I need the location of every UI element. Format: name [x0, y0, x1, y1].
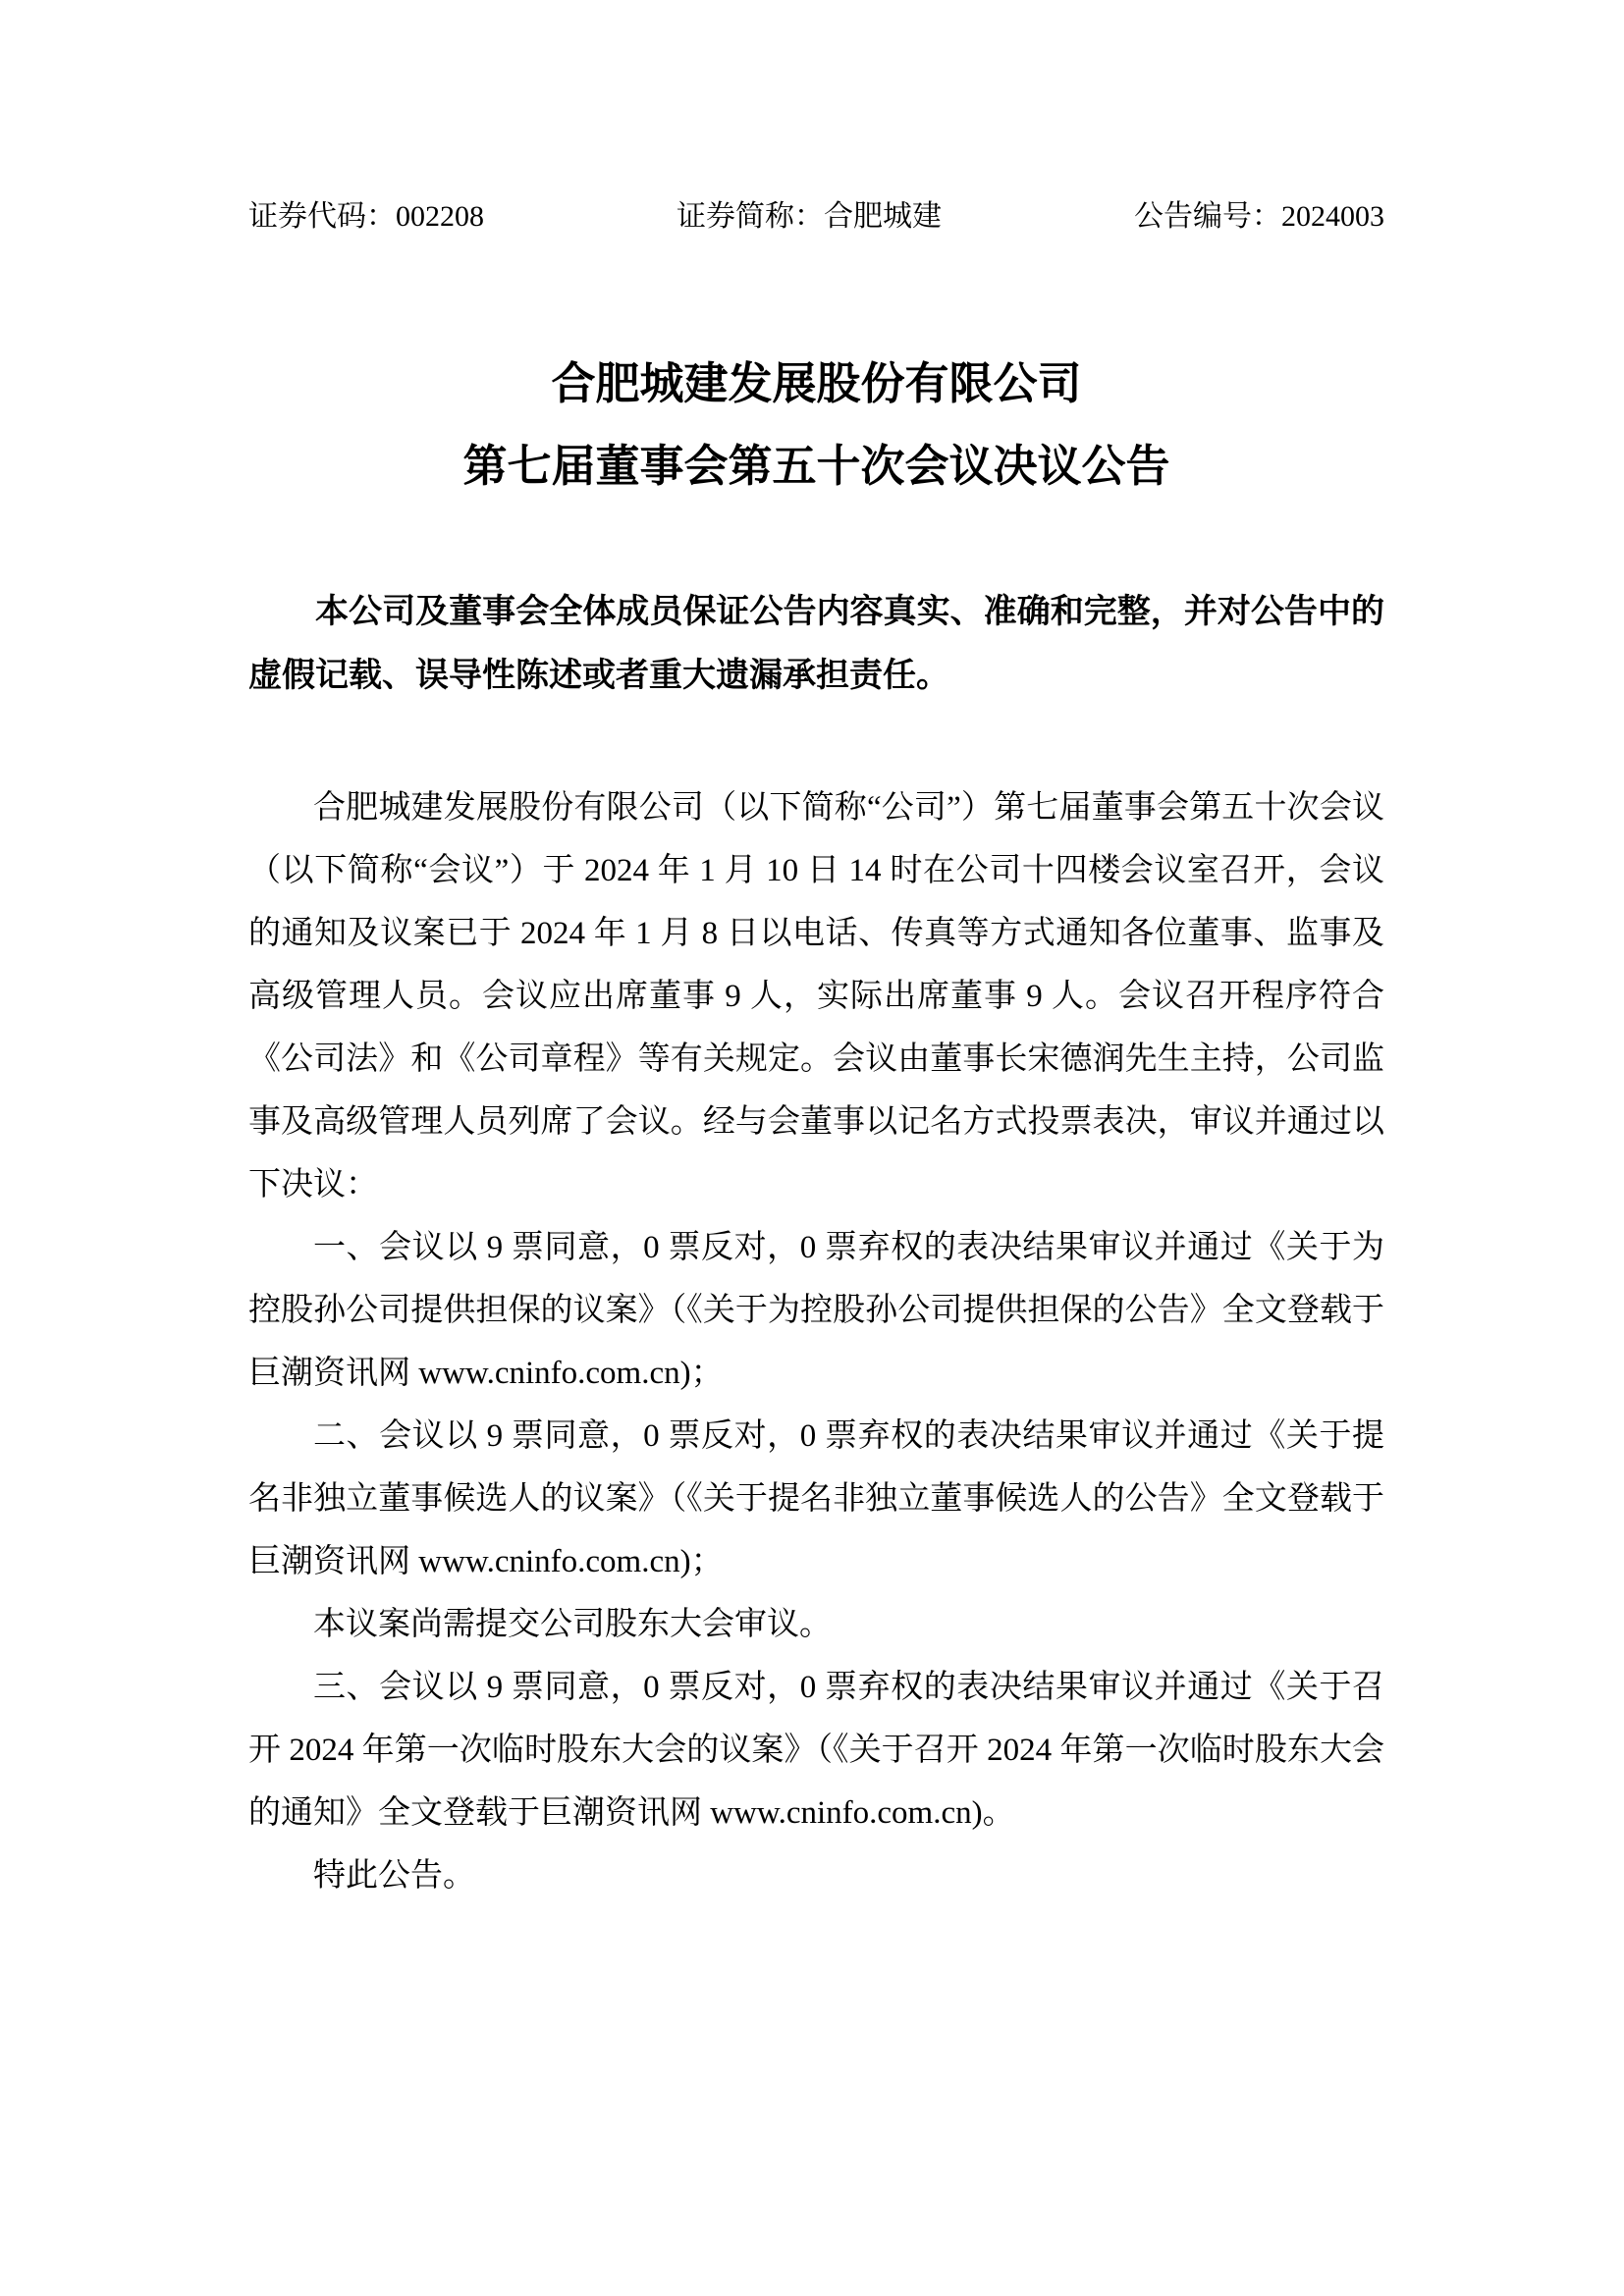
body-paragraph-resolution-3: 三、会议以 9 票同意，0 票反对，0 票弃权的表决结果审议并通过《关于召开 2024 年第一次临时股东大会的议案》（《关于召开 2024 年第一次临时股东大会的通知》全文登载于巨潮资讯网 www.cninfo.com.cn)。: [248, 1670, 1384, 1831]
company-name-title: 合肥城建发展股份有限公司: [551, 359, 1082, 408]
truthfulness-statement: 本公司及董事会全体成员保证公告内容真实、准确和完整，并对公告中的虚假记载、误导性陈述或者重大遗漏承担责任。: [248, 594, 1384, 694]
closing-paragraph: 特此公告。: [313, 1858, 475, 1894]
stock-code-label: 证券代码：002208: [248, 200, 484, 233]
announcement-number-label: 公告编号：2024003: [1134, 200, 1384, 233]
meeting-resolution-title: 第七届董事会第五十次会议决议公告: [462, 442, 1170, 491]
document-title: [248, 343, 1384, 507]
document-content: [248, 0, 1384, 1907]
stock-name-label: 证券简称：合肥城建: [677, 200, 942, 233]
body-paragraph-shareholder-review-note: 本议案尚需提交公司股东大会审议。: [313, 1607, 832, 1642]
body-paragraph-resolution-1: 一、会议以 9 票同意，0 票反对，0 票弃权的表决结果审议并通过《关于为控股孙公司提供担保的议案》（《关于为控股孙公司提供担保的公告》全文登载于巨潮资讯网 www.cninfo.com.cn)；: [248, 1230, 1384, 1391]
body-paragraph-meeting-info: 合肥城建发展股份有限公司（以下简称“公司”）第七届董事会第五十次会议（以下简称“会议”）于 2024 年 1 月 10 日 14 时在公司十四楼会议室召开，会议的通知及议案已于 2024 年 1 月 8 日以电话、传真等方式通知各位董事、监事及高级管理人员。会议应出席董事 9 人，实际出席董事 9 人。会议召开程序符合《公司法》和《公司章程》等有关规定。会议由董事长宋德润先生主持，公司监事及高级管理人员列席了会议。经与会董事以记名方式投票表决，审议并通过以下决议：: [248, 790, 1384, 1202]
body-paragraph-resolution-2: 二、会议以 9 票同意，0 票反对，0 票弃权的表决结果审议并通过《关于提名非独立董事候选人的议案》（《关于提名非独立董事候选人的公告》全文登载于巨潮资讯网 www.cninfo.com.cn)；: [248, 1418, 1384, 1579]
document-body: [248, 776, 1384, 1907]
document-header: [248, 0, 1384, 235]
